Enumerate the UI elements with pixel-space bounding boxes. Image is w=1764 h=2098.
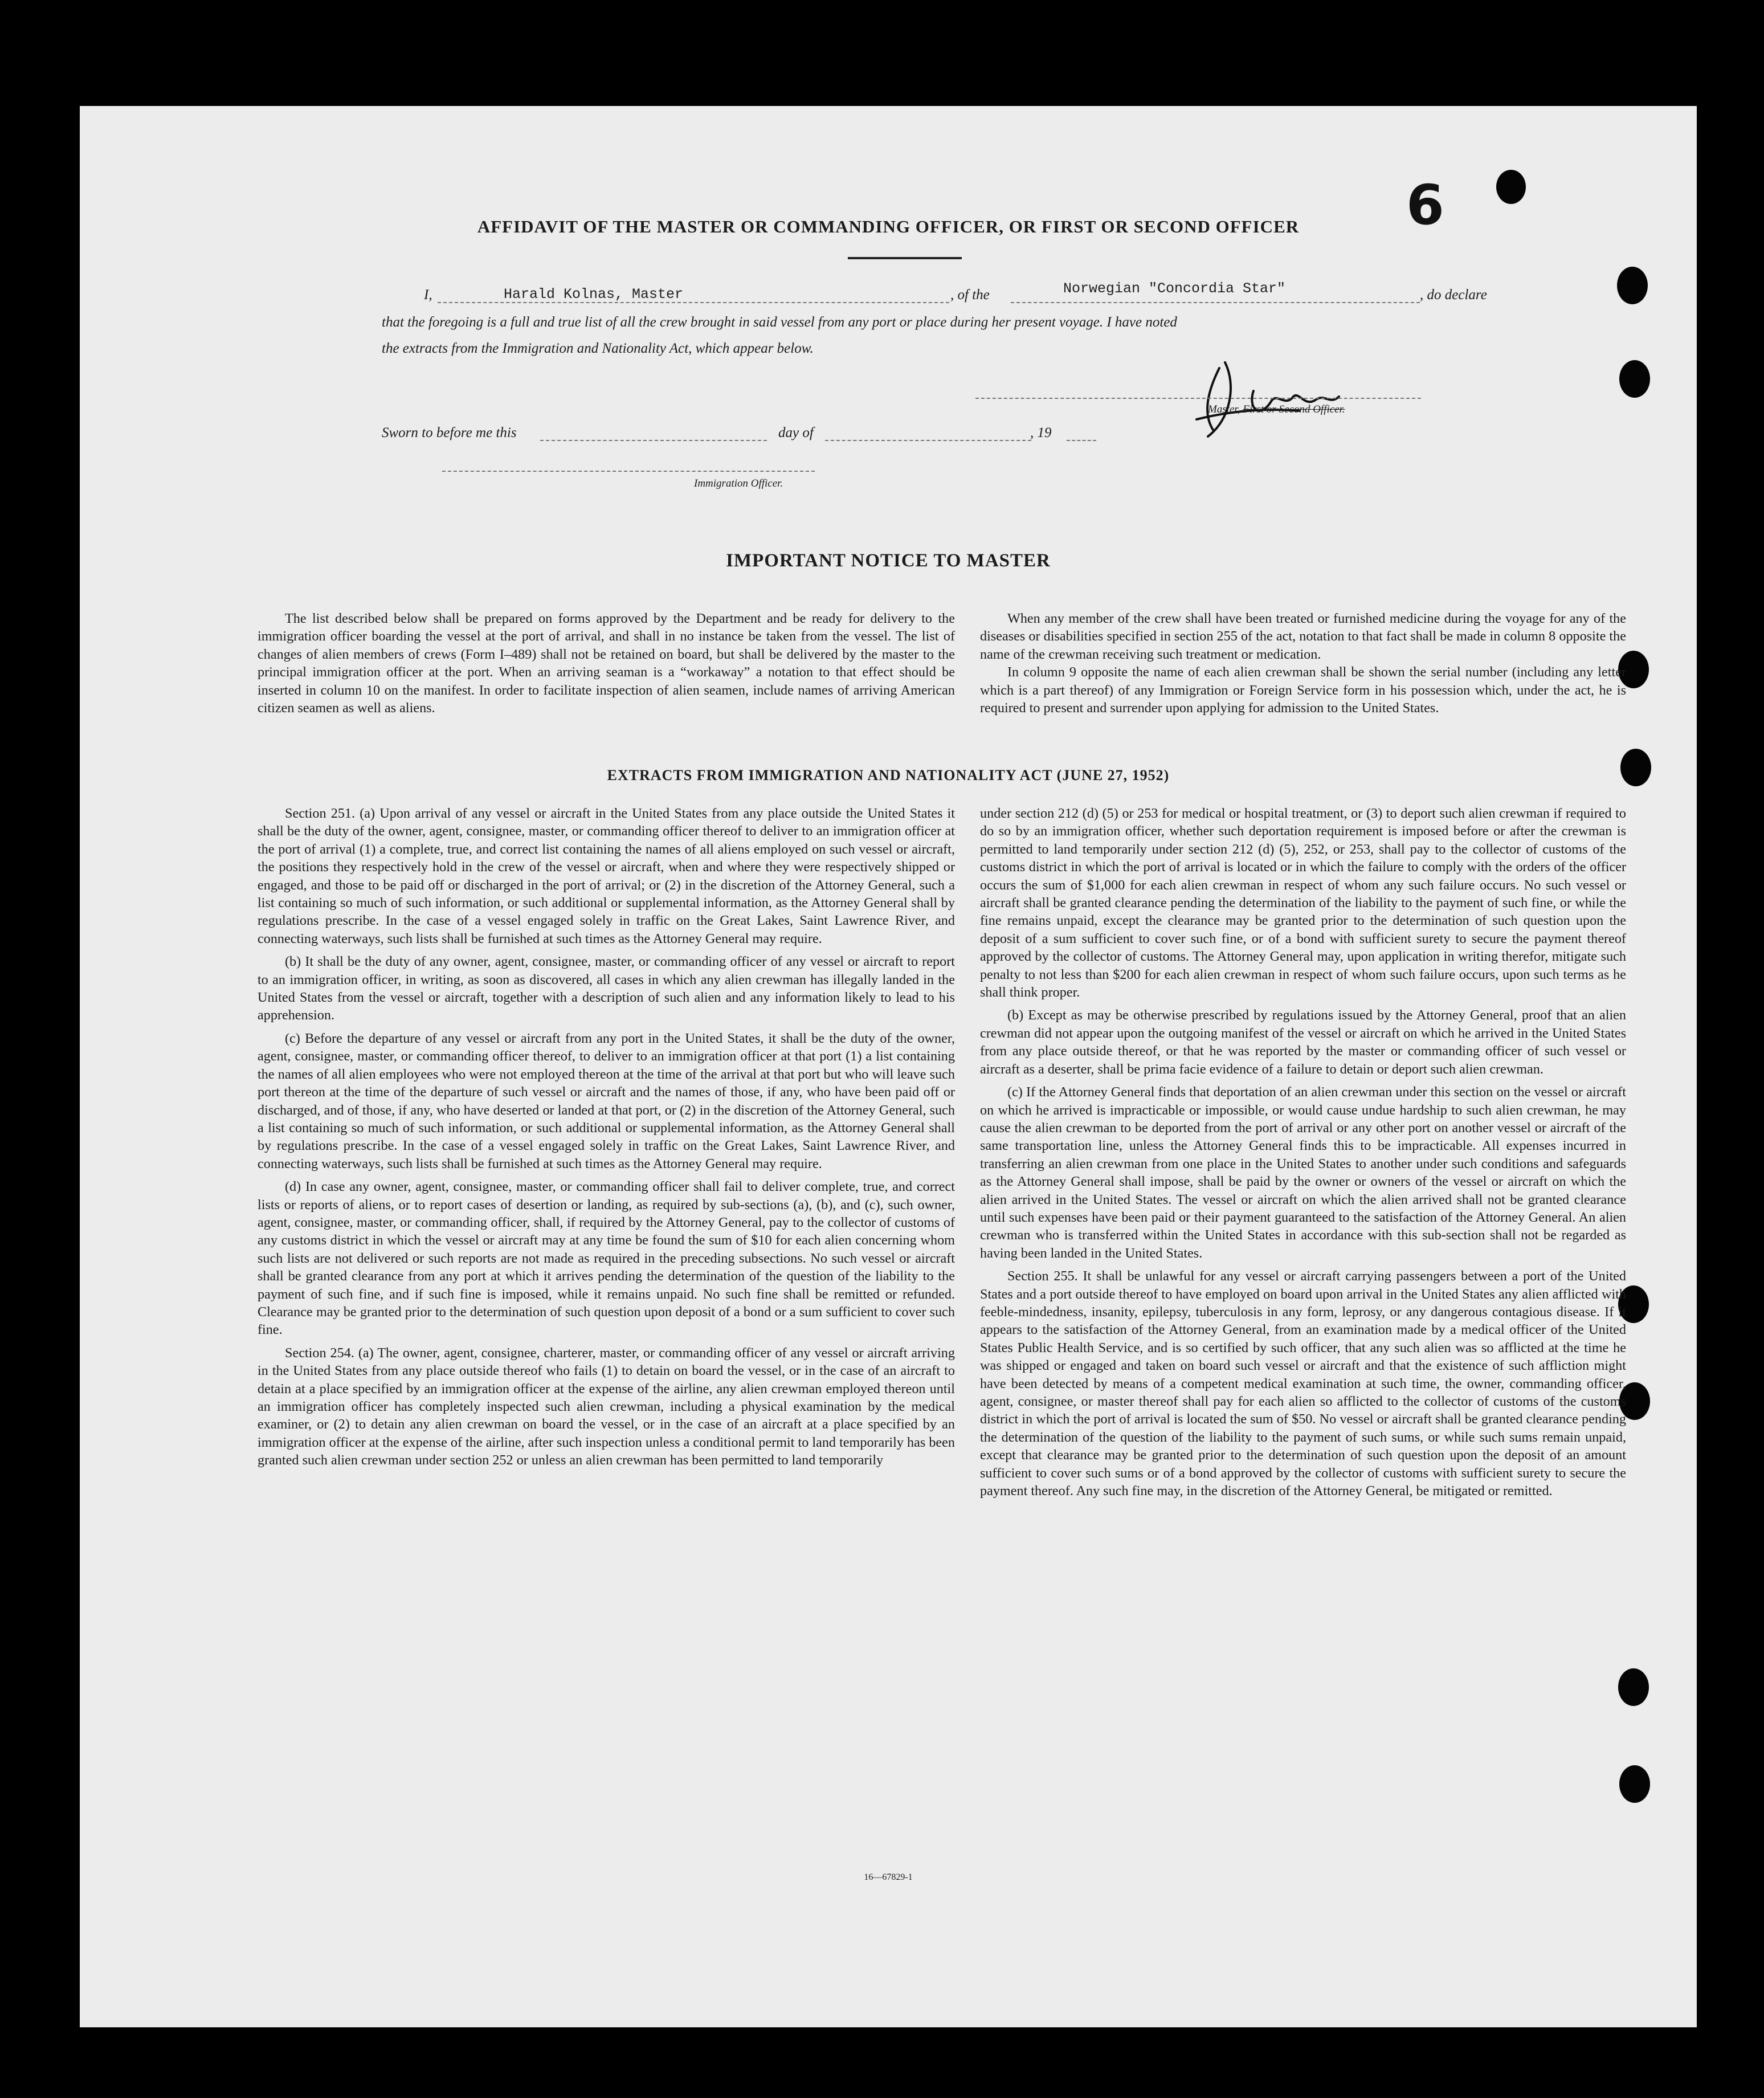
declaration-line-3: the extracts from the Immigration and Nationality Act, which appear below. <box>382 341 814 356</box>
affidavit-title: AFFIDAVIT OF THE MASTER OR COMMANDING OFFICER, OR FIRST OR SECOND OFFICER <box>477 217 1300 236</box>
document-page <box>80 106 1697 2027</box>
vessel-line <box>1011 302 1420 303</box>
officer-signature-line <box>442 471 815 472</box>
punch-hole <box>1617 267 1648 304</box>
punch-hole <box>1619 360 1650 398</box>
of-the-label: , of the <box>950 287 990 303</box>
section-255: Section 255. It shall be unlawful for any vessel or aircraft carrying passengers between a port of the United States and a port outside thereof to have employed on board upon arrival in the United States any alien afflicted with feeble-mindedness, insanity, epilepsy, tuberculosis in any form, leprosy, or any dangerous contagious disease. If it appears to the satisfaction of the Attorney General, from an examination made by a medical officer of the United States Public Health Service, and is so certified by such officer, that any such alien was so afflicted at the time he was shipped or engaged and taken on board such vessel or aircraft and that the existence of such affliction might have been detected by means of a competent medical examination at such time, the owner, commanding officer, agent, consignee, or master thereof shall pay for each alien so afflicted to the collector of customs of the customs district in which the port of arrival is located the sum of $50. No vessel or aircraft shall be granted clearance pending the determination of the question of the liability to the payment of such sums, or while such sums remain unpaid, except that clearance may be granted prior to the determination of such question upon the deposit of an amount sufficient to cover such sums or of a bond approved by the collector of customs with sufficient surety to secure the payment thereof. Any such fine may, in the discretion of the Attorney General, be mitigated or remitted. <box>980 1268 1626 1499</box>
caption-master: Master, <box>1208 403 1240 415</box>
section-254-c: (c) If the Attorney General finds that deportation of an alien crewman under this section on the vessel or aircraft on which he arrived is impracticable or impossible, or would cause undue hardship to such alien crewman, he may cause the alien crewman to be deported from the port of arrival or any other port on another vessel or aircraft of the same transportation line, unless the Attorney General finds this to be impracticable. All expenses incurred in transferring an alien crewman from one place in the United States to another under such conditions and safeguards as the Attorney General shall impose, shall be paid by the owner or owners of the vessel or aircraft on which the alien arrived in the United States. The vessel or aircraft on which the alien arrived shall not be granted clearance until such expenses have been paid or their payment guaranteed to the satisfaction of the Attorney General. An alien crewman who is transferred within the United States in accordance with this sub-section shall not be regarded as having been landed in the United States. <box>980 1084 1626 1261</box>
punch-hole <box>1496 170 1526 204</box>
declaration-line-2: that the foregoing is a full and true list of all the crew brought in said vessel from any port or place during her present voyage. I have noted <box>382 315 1177 330</box>
officer-caption: Immigration Officer. <box>694 477 783 489</box>
extracts-left-column <box>258 805 955 1475</box>
section-251-b: (b) It shall be the duty of any owner, agent, consignee, master, or commanding officer of any vessel or aircraft to report to an immigration officer, in writing, as soon as discovered, all cases in which any alien crewman has illegally landed in the United States from the vessel or aircraft, together with a description of such alien and any information likely to lead to his apprehension. <box>258 954 955 1023</box>
section-254-a-continued: under section 212 (d) (5) or 253 for medical or hospital treatment, or (3) to deport such alien crewman if required to do so by an immigration officer, whether such deportation requirement is imposed before or after the crewman is permitted to land temporarily under section 212 (d) (5), 252, or 253, shall pay to the collector of customs of the customs district in which the port of arrival is located or in which the failure to comply with the orders of the officer occurs the sum of $1,000 for each alien crewman in respect of whom any such failure occurs. No such vessel or aircraft shall be granted clearance pending the determination of the liability to the payment of such fine, or while the fine remains unpaid, except the clearance may be granted prior to the determination of such question upon the deposit of a sum sufficient to cover such fine, or of a bond with sufficient surety to secure the payment thereof approved by the collector of customs. The Attorney General may, upon application in writing therefor, mitigate such penalty to not less than $200 for each alien crewman in respect of whom such failure occurs, upon such terms as he shall think proper. <box>980 806 1626 1001</box>
notice-right-paragraph-2: In column 9 opposite the name of each alien crewman shall be shown the serial number (including any letter which is a part thereof) of any Immigration or Foreign Service form in his possession which, under the act, he is required to present and surrender upon applying for admission to the United States. <box>980 664 1626 716</box>
extracts-right-column <box>980 805 1626 1505</box>
page-number-mark: 6 <box>1406 173 1444 237</box>
extracts-title: EXTRACTS FROM IMMIGRATION AND NATIONALITY ACT (JUNE 27, 1952) <box>607 767 1170 783</box>
sworn-label: Sworn to before me this <box>382 425 517 440</box>
signature-line <box>975 398 1421 399</box>
notice-left-paragraph: The list described below shall be prepared on forms approved by the Department and be ready for delivery to the immigration officer boarding the vessel at the port of arrival, and shall in no instance be taken from the vessel. The list of changes of alien members of crews (Form I–489) shall not be retained on board, but shall be delivered by the master to the principal immigration officer at the port. When an arriving seaman is a “workaway” a notation to that effect should be inserted in column 10 on the manifest. In order to facilitate inspection of alien seamen, include names of arriving American citizen seamen as well as aliens. <box>258 611 955 716</box>
punch-hole <box>1618 1668 1649 1706</box>
year-line <box>1067 440 1096 441</box>
year-label: , 19 <box>1030 425 1052 440</box>
sworn-date-line <box>540 440 767 441</box>
day-of-label: day of <box>778 425 814 440</box>
section-254-b: (b) Except as may be otherwise prescribed by regulations issued by the Attorney General, proof that an alien crewman did not appear upon the outgoing manifest of the vessel or aircraft on which he arrived in the United States from any place outside thereof, or that he was reported by the master or commanding officer of such vessel or aircraft as a deserter, shall be prima facie evidence of a failure to detain or deport such alien crewman. <box>980 1007 1626 1077</box>
do-declare-label: , do declare <box>1420 287 1487 303</box>
section-251-d: (d) In case any owner, agent, consignee, master, or commanding officer shall fail to deliver complete, true, and correct lists or reports of aliens, or to report cases of desertion or landing, as required by sub-sections (a), (b), and (c), such owner, agent, consignee, master, or commanding officer, shall, if required by the Attorney General, pay to the collector of customs of any customs district in which the vessel or aircraft may at any time be found the sum of $10 for each alien concerning whom such lists are not delivered or such reports are not made as required in the preceding subsections. No such vessel or aircraft shall be granted clearance from any port at which it arrives pending the determination of the question of the liability to the payment of such fine, and if such fine is imposed, while it remains unpaid. No such fine shall be remitted or refunded. Clearance may be granted prior to the determination of such question upon deposit of a bond or a sum sufficient to cover such fine. <box>258 1179 955 1338</box>
punch-hole <box>1619 1765 1650 1803</box>
notice-title: IMPORTANT NOTICE TO MASTER <box>726 550 1051 571</box>
i-label: I, <box>424 287 432 303</box>
caption-struck: First or Second Officer. <box>1243 403 1345 415</box>
form-code: 16—67829-1 <box>864 1872 913 1882</box>
section-254-a: Section 254. (a) The owner, agent, consignee, charterer, master, or commanding officer of any vessel or aircraft arriving in the United States from any place outside thereof who fails (1) to detain on board the vessel, or in the case of an aircraft to detain at a place specified by an immigration officer at the expense of the airline, any alien crewman employed thereon until an immigration officer has completely inspected such alien crewman, including a physical examination by the medical examiner, or (2) to detain any alien crewman on board the vessel, or in the case of an aircraft at a place specified by an immigration officer at the expense of the airline, after such inspection unless a conditional permit to land temporarily has been granted such alien crewman under section 252 or unless an alien crewman has been permitted to land temporarily <box>258 1345 955 1468</box>
notice-right-paragraph-1: When any member of the crew shall have been treated or furnished medicine during the voyage for any of the diseases or disabilities specified in section 255 of the act, notation to that fact shall be made in column 8 opposite the name of the crewman receiving such treatment or medication. <box>980 611 1626 662</box>
title-underline <box>848 257 962 259</box>
month-line <box>825 440 1031 441</box>
vessel-name-field: Norwegian "Concordia Star" <box>1063 280 1286 297</box>
master-signature <box>1185 357 1379 442</box>
notice-right-column <box>980 610 1626 722</box>
signature-caption <box>1208 403 1345 416</box>
section-251-c: (c) Before the departure of any vessel or aircraft from any port in the United States, it shall be the duty of the owner, agent, consignee, master, or commanding officer thereof, to deliver to an immigration officer at that port (1) a list containing the names of all alien employees who were not employed thereon at the time of the arrival at that port but who will leave such port thereon at the time of the departure of such vessel or aircraft and the names of those, if any, who have been paid off or discharged, and of those, if any, who have deserted or landed at that port, or (2) in the discretion of the Attorney General, such a list containing so much of such information, or such additional or supplemental information, as the Attorney General shall by regulations prescribe. In the case of a vessel engaged solely in traffic on the Great Lakes, Saint Lawrence River, and connecting waterways, such lists shall be furnished at such times as the Attorney General may require. <box>258 1030 955 1172</box>
section-251-a: Section 251. (a) Upon arrival of any vessel or aircraft in the United States from any place outside the United States it shall be the duty of the owner, agent, consignee, master, or commanding officer thereof to deliver to an immigration officer at the port of arrival (1) a complete, true, and correct list containing the names of all aliens employed on such vessel or aircraft, the positions they respectively hold in the crew of the vessel or aircraft, when and where they were respectively shipped or engaged, and those to be paid off or discharged in the port of arrival; or (2) in the discretion of the Attorney General, such a list containing so much of such information, or such additional or supplemental information, as the Attorney General shall by regulations prescribe. In the case of a vessel engaged solely in traffic on the Great Lakes, Saint Lawrence River, and connecting waterways, such lists shall be furnished at such times as the Attorney General may require. <box>258 806 955 946</box>
master-name-field: Harald Kolnas, Master <box>504 286 684 303</box>
notice-left-column <box>258 610 955 722</box>
